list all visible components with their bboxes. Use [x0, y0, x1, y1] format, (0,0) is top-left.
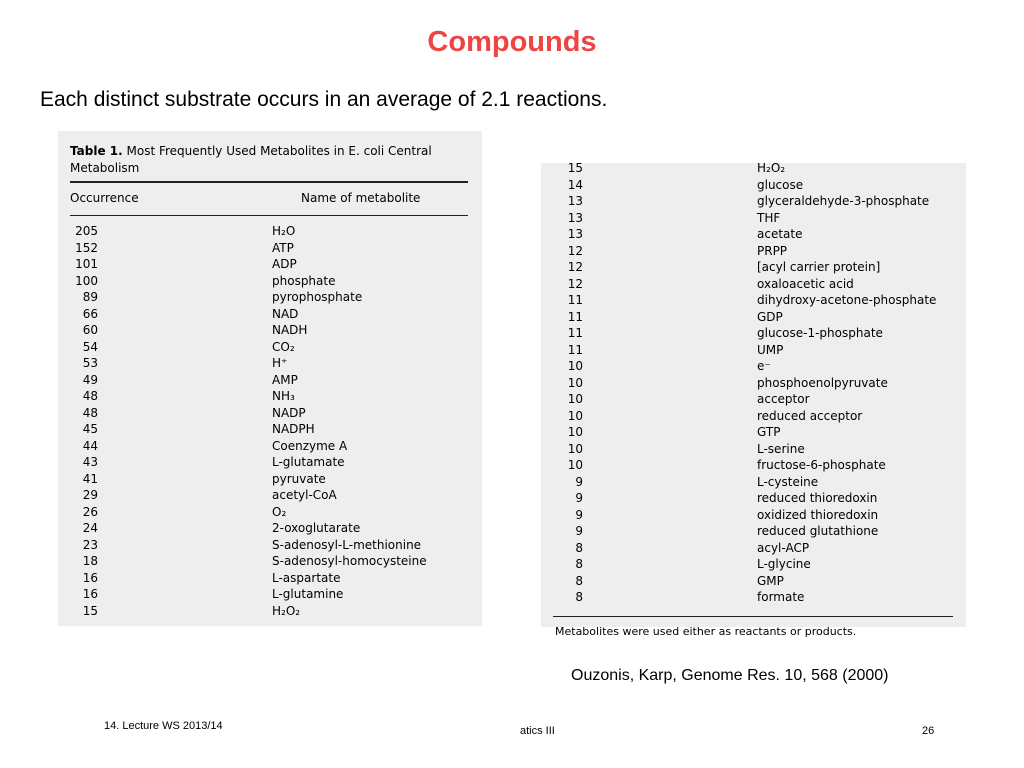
occurrence-cell: 12 — [567, 243, 583, 258]
table-caption-text: Most Frequently Used Metabolites in E. coli Central Metabolism — [70, 144, 432, 175]
occurrence-cell: 9 — [575, 474, 583, 489]
metabolite-name-cell: reduced glutathione — [757, 524, 879, 538]
occurrence-cell: 18 — [82, 554, 98, 568]
occurrence-cell: 101 — [75, 257, 98, 271]
occurrence-cell: 29 — [82, 488, 98, 502]
footer-lecture: 14. Lecture WS 2013/14 — [104, 720, 223, 732]
occurrence-cell: 66 — [82, 306, 98, 321]
occurrence-cell: 13 — [567, 210, 583, 225]
metabolite-name-cell: formate — [757, 590, 805, 604]
table-caption — [70, 143, 470, 177]
metabolite-name-cell: NAD — [272, 306, 299, 321]
metabolite-name-cell: L-cysteine — [757, 474, 819, 489]
metabolite-name-cell: UMP — [757, 342, 784, 357]
metabolite-name-cell: H₂O₂ — [272, 603, 301, 618]
occurrence-cell: 26 — [82, 504, 98, 519]
metabolite-name-cell: AMP — [272, 372, 298, 387]
occurrence-cell: 8 — [575, 557, 583, 571]
occurrence-cell: 15 — [82, 603, 98, 618]
occurrence-cell: 14 — [567, 177, 583, 192]
occurrence-cell: 100 — [75, 273, 98, 288]
occurrence-cell: 45 — [82, 422, 98, 436]
metabolite-name-cell: oxaloacetic acid — [757, 276, 854, 291]
citation: Ouzonis, Karp, Genome Res. 10, 568 (2000) — [571, 667, 889, 684]
table-rule-header — [70, 215, 468, 216]
occurrence-cell: 8 — [575, 540, 583, 555]
metabolite-name-cell: NADP — [272, 405, 306, 420]
occurrence-cell: 8 — [575, 590, 583, 604]
occurrence-cell: 43 — [82, 455, 98, 469]
occurrence-cell: 11 — [567, 293, 583, 307]
occurrence-cell: 53 — [82, 356, 98, 370]
occurrence-cell: 10 — [567, 392, 583, 406]
occurrence-cell: 10 — [567, 408, 583, 423]
occurrence-cell: 89 — [82, 290, 98, 304]
occurrence-cell: 44 — [82, 438, 98, 453]
metabolite-name-cell: PRPP — [757, 243, 788, 258]
occurrence-cell: 9 — [575, 507, 583, 522]
occurrence-cell: 24 — [82, 521, 98, 535]
metabolite-name-cell: H₂O₂ — [757, 161, 786, 175]
metabolite-name-cell: acetate — [757, 227, 803, 241]
table-rule-bottom — [553, 616, 953, 617]
occurrence-cell: 205 — [75, 224, 98, 238]
occurrence-cell: 60 — [82, 323, 98, 337]
occurrence-cell: 11 — [567, 309, 583, 324]
occurrence-cell: 10 — [567, 441, 583, 456]
occurrence-cell: 15 — [567, 161, 583, 175]
metabolite-table-left — [58, 131, 482, 626]
metabolite-name-cell: NH₃ — [272, 389, 295, 403]
occurrence-cell: 10 — [567, 425, 583, 439]
metabolite-name-cell: e⁻ — [757, 359, 771, 373]
metabolite-name-cell: L-serine — [757, 441, 805, 456]
metabolite-name-cell: NADPH — [272, 422, 315, 436]
metabolite-name-cell: glyceraldehyde-3-phosphate — [757, 194, 930, 208]
occurrence-cell: 10 — [567, 458, 583, 472]
metabolite-name-cell: L-glycine — [757, 557, 811, 571]
occurrence-cell: 54 — [82, 339, 98, 354]
occurrence-cell: 23 — [82, 537, 98, 552]
occurrence-cell: 12 — [567, 276, 583, 291]
footer-course: atics III — [520, 725, 555, 737]
table-footnote: Metabolites were used either as reactants or products. — [555, 625, 857, 638]
occurrence-cell: 13 — [567, 227, 583, 241]
slide-title: Compounds — [427, 26, 597, 58]
metabolite-name-cell: acyl-ACP — [757, 540, 810, 555]
metabolite-name-cell: GTP — [757, 425, 781, 439]
occurrence-cell: 41 — [82, 471, 98, 486]
occurrence-cell: 8 — [575, 573, 583, 588]
metabolite-name-cell: pyruvate — [272, 471, 326, 486]
metabolite-name-cell: GDP — [757, 309, 783, 324]
slide-subtitle: Each distinct substrate occurs in an average of 2.1 reactions. — [40, 88, 608, 111]
metabolite-name-cell: L-aspartate — [272, 570, 341, 585]
metabolite-name-cell: [acyl carrier protein] — [757, 260, 881, 274]
column-header-name: Name of metabolite — [301, 191, 421, 205]
occurrence-cell: 9 — [575, 524, 583, 538]
metabolite-name-cell: Coenzyme A — [272, 438, 348, 453]
metabolite-name-cell: pyrophosphate — [272, 290, 363, 304]
metabolite-name-cell: 2-oxoglutarate — [272, 521, 361, 535]
metabolite-name-cell: acceptor — [757, 392, 810, 406]
occurrence-cell: 152 — [75, 240, 98, 255]
metabolite-name-cell: H₂O — [272, 224, 296, 238]
metabolite-name-cell: glucose-1-phosphate — [757, 326, 883, 340]
table-caption-label: Table 1. — [70, 144, 123, 158]
occurrence-cell: 10 — [567, 359, 583, 373]
metabolite-name-cell: oxidized thioredoxin — [757, 507, 879, 522]
occurrence-cell: 11 — [567, 342, 583, 357]
metabolite-name-cell: NADH — [272, 323, 308, 337]
metabolite-name-cell: reduced thioredoxin — [757, 491, 878, 505]
metabolite-name-cell: THF — [757, 210, 781, 225]
occurrence-cell: 11 — [567, 326, 583, 340]
metabolite-name-cell: reduced acceptor — [757, 408, 863, 423]
occurrence-cell: 16 — [82, 587, 98, 601]
occurrence-cell: 48 — [82, 389, 98, 403]
metabolite-name-cell: H⁺ — [272, 356, 288, 370]
metabolite-name-cell: GMP — [757, 573, 784, 588]
metabolite-name-cell: L-glutamate — [272, 455, 345, 469]
occurrence-cell: 9 — [575, 491, 583, 505]
metabolite-table-right — [541, 161, 966, 638]
metabolite-name-cell: phosphate — [272, 273, 336, 288]
metabolite-name-cell: phosphoenolpyruvate — [757, 375, 888, 390]
metabolite-name-cell: L-glutamine — [272, 587, 344, 601]
column-header-occurrence: Occurrence — [70, 191, 139, 205]
metabolite-name-cell: CO₂ — [272, 339, 295, 354]
metabolite-name-cell: fructose-6-phosphate — [757, 458, 886, 472]
metabolite-name-cell: glucose — [757, 177, 804, 192]
metabolite-name-cell: S-adenosyl-L-methionine — [272, 537, 422, 552]
metabolite-name-cell: acetyl-CoA — [272, 488, 337, 502]
metabolite-name-cell: S-adenosyl-homocysteine — [272, 554, 427, 568]
occurrence-cell: 13 — [567, 194, 583, 208]
occurrence-cell: 48 — [82, 405, 98, 420]
page-number: 26 — [922, 725, 935, 737]
occurrence-cell: 49 — [82, 372, 98, 387]
metabolite-name-cell: O₂ — [272, 504, 287, 519]
occurrence-cell: 10 — [567, 375, 583, 390]
occurrence-cell: 12 — [567, 260, 583, 274]
table-rule-top — [70, 181, 468, 183]
occurrence-cell: 16 — [82, 570, 98, 585]
metabolite-name-cell: dihydroxy-acetone-phosphate — [757, 293, 937, 307]
metabolite-name-cell: ADP — [272, 257, 297, 271]
metabolite-name-cell: ATP — [272, 240, 294, 255]
